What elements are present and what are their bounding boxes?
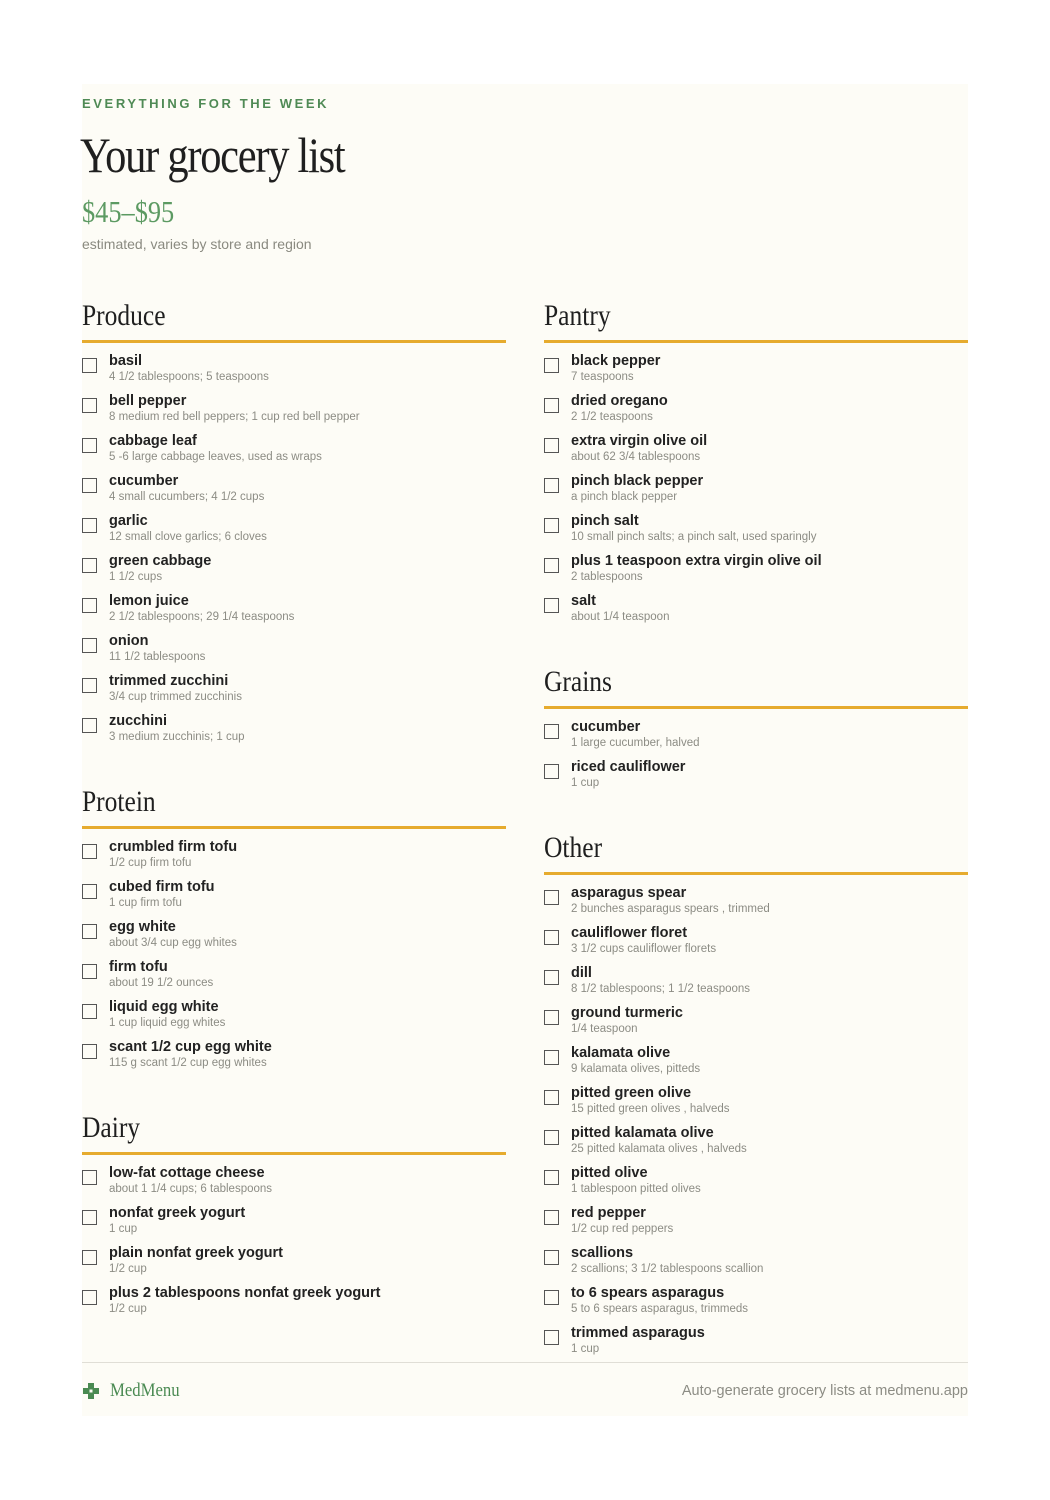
item-name: lemon juice xyxy=(109,593,189,609)
item-quantity: 7 teaspoons xyxy=(571,371,634,383)
section-other xyxy=(544,830,968,1365)
list-item xyxy=(544,353,968,393)
item-quantity: 1/2 cup red peppers xyxy=(571,1223,674,1235)
section-protein xyxy=(82,784,506,1079)
item-name: pinch black pepper xyxy=(571,473,704,489)
item-name: dill xyxy=(571,965,592,981)
list-item xyxy=(544,965,968,1005)
item-checkbox[interactable] xyxy=(544,1090,559,1105)
item-name: red pepper xyxy=(571,1205,646,1221)
item-name: dried oregano xyxy=(571,393,668,409)
item-quantity: 15 pitted green olives , halveds xyxy=(571,1103,730,1115)
list-item xyxy=(82,1205,506,1245)
list-item xyxy=(82,919,506,959)
section-divider xyxy=(544,706,968,709)
right-column xyxy=(544,298,968,1396)
list-item xyxy=(82,553,506,593)
list-item xyxy=(82,513,506,553)
item-name: asparagus spear xyxy=(571,885,687,901)
list-item xyxy=(544,1045,968,1085)
page-title: Your grocery list xyxy=(80,127,345,183)
item-quantity: 5 to 6 spears asparagus, trimmeds xyxy=(571,1303,749,1315)
list-item xyxy=(544,1085,968,1125)
list-item xyxy=(82,1245,506,1285)
item-checkbox[interactable] xyxy=(544,438,559,453)
item-name: crumbled firm tofu xyxy=(109,839,238,855)
list-item xyxy=(82,1285,506,1325)
brand-name: MedMenu xyxy=(110,1380,180,1401)
item-quantity: 1 tablespoon pitted olives xyxy=(571,1183,701,1195)
item-checkbox[interactable] xyxy=(544,930,559,945)
list-item xyxy=(544,1165,968,1205)
item-quantity: 8 1/2 tablespoons; 1 1/2 teaspoons xyxy=(571,983,751,995)
list-item xyxy=(82,433,506,473)
item-name: liquid egg white xyxy=(109,999,219,1015)
footer-divider xyxy=(82,1362,968,1363)
list-item xyxy=(544,433,968,473)
item-checkbox[interactable] xyxy=(544,398,559,413)
list-item xyxy=(82,473,506,513)
item-checkbox[interactable] xyxy=(544,1250,559,1265)
list-item xyxy=(82,713,506,753)
price-estimate: $45–$95 xyxy=(82,194,175,229)
list-item xyxy=(544,1125,968,1165)
item-quantity: 3 medium zucchinis; 1 cup xyxy=(109,731,245,743)
footer-link[interactable]: Auto-generate grocery lists at medmenu.app xyxy=(681,1383,968,1399)
item-quantity: 2 tablespoons xyxy=(571,571,643,583)
list-item xyxy=(544,759,968,799)
list-item xyxy=(82,959,506,999)
item-quantity: 2 scallions; 3 1/2 tablespoons scallion xyxy=(571,1263,764,1275)
item-quantity: 1 large cucumber, halved xyxy=(571,737,700,749)
list-item xyxy=(544,513,968,553)
section-heading: Dairy xyxy=(82,1111,141,1144)
item-name: pitted olive xyxy=(571,1165,648,1181)
item-name: to 6 spears asparagus xyxy=(571,1285,725,1301)
item-name: plain nonfat greek yogurt xyxy=(109,1245,284,1261)
item-quantity: 1/2 cup firm tofu xyxy=(109,857,192,869)
item-checkbox[interactable] xyxy=(544,598,559,613)
item-checkbox[interactable] xyxy=(82,844,97,859)
section-divider xyxy=(544,340,968,343)
item-quantity: 1/4 teaspoon xyxy=(571,1023,638,1035)
item-checkbox[interactable] xyxy=(544,1050,559,1065)
item-name: cucumber xyxy=(571,719,641,735)
item-name: ground turmeric xyxy=(571,1005,683,1021)
item-name: plus 1 teaspoon extra virgin olive oil xyxy=(571,553,822,569)
item-checkbox[interactable] xyxy=(82,518,97,533)
item-checkbox[interactable] xyxy=(544,1210,559,1225)
section-pantry xyxy=(544,298,968,633)
item-quantity: 115 g scant 1/2 cup egg whites xyxy=(109,1057,267,1069)
list-item xyxy=(82,879,506,919)
grocery-list-page xyxy=(82,84,968,1416)
list-item xyxy=(544,1245,968,1285)
item-quantity: 1 cup xyxy=(571,1343,600,1355)
item-quantity: 3/4 cup trimmed zucchinis xyxy=(109,691,242,703)
price-note: estimated, varies by store and region xyxy=(82,236,312,252)
item-name: basil xyxy=(109,353,143,369)
item-quantity: 1 1/2 cups xyxy=(109,571,163,583)
item-name: cauliflower floret xyxy=(571,925,688,941)
section-divider xyxy=(82,826,506,829)
section-divider xyxy=(82,1152,506,1155)
item-checkbox[interactable] xyxy=(544,1290,559,1305)
item-name: cubed firm tofu xyxy=(109,879,215,895)
list-item xyxy=(544,1285,968,1325)
section-divider xyxy=(544,872,968,875)
item-quantity: 4 1/2 tablespoons; 5 teaspoons xyxy=(109,371,269,383)
item-checkbox[interactable] xyxy=(544,724,559,739)
section-grains xyxy=(544,664,968,799)
item-checkbox[interactable] xyxy=(82,1044,97,1059)
item-name: kalamata olive xyxy=(571,1045,671,1061)
list-item xyxy=(544,473,968,513)
list-item xyxy=(82,1165,506,1205)
item-checkbox[interactable] xyxy=(82,598,97,613)
item-quantity: about 62 3/4 tablespoons xyxy=(571,451,701,463)
item-quantity: about 19 1/2 ounces xyxy=(109,977,214,989)
list-item xyxy=(82,393,506,433)
list-item xyxy=(82,593,506,633)
section-heading: Other xyxy=(544,831,603,864)
list-item xyxy=(544,393,968,433)
item-quantity: 1/2 cup xyxy=(109,1303,147,1315)
item-name: cabbage leaf xyxy=(109,433,197,449)
item-checkbox[interactable] xyxy=(82,638,97,653)
item-quantity: 10 small pinch salts; a pinch salt, used sparingly xyxy=(571,531,817,543)
section-heading: Protein xyxy=(82,785,156,818)
left-column xyxy=(82,298,506,1356)
item-checkbox[interactable] xyxy=(544,1010,559,1025)
item-checkbox[interactable] xyxy=(544,358,559,373)
item-quantity: 5 -6 large cabbage leaves, used as wraps xyxy=(109,451,322,463)
item-quantity: 1 cup firm tofu xyxy=(109,897,182,909)
item-name: nonfat greek yogurt xyxy=(109,1205,246,1221)
brand-logo xyxy=(82,1380,189,1402)
item-checkbox[interactable] xyxy=(544,1130,559,1145)
item-name: salt xyxy=(571,593,596,609)
item-name: pinch salt xyxy=(571,513,639,529)
list-item xyxy=(544,1205,968,1245)
item-checkbox[interactable] xyxy=(544,890,559,905)
item-checkbox[interactable] xyxy=(82,678,97,693)
item-quantity: 9 kalamata olives, pitteds xyxy=(571,1063,701,1075)
item-checkbox[interactable] xyxy=(544,764,559,779)
section-heading: Pantry xyxy=(544,299,611,332)
list-item xyxy=(544,593,968,633)
item-quantity: 2 1/2 teaspoons xyxy=(571,411,653,423)
item-checkbox[interactable] xyxy=(82,718,97,733)
item-name: cucumber xyxy=(109,473,179,489)
list-item xyxy=(82,353,506,393)
list-item xyxy=(544,1005,968,1045)
item-quantity: 1 cup xyxy=(571,777,600,789)
item-name: pitted kalamata olive xyxy=(571,1125,714,1141)
item-quantity: 2 1/2 tablespoons; 29 1/4 teaspoons xyxy=(109,611,295,623)
item-quantity: 1 cup liquid egg whites xyxy=(109,1017,226,1029)
item-name: trimmed asparagus xyxy=(571,1325,705,1341)
item-checkbox[interactable] xyxy=(82,1170,97,1185)
section-heading: Produce xyxy=(82,299,166,332)
item-checkbox[interactable] xyxy=(544,478,559,493)
item-name: firm tofu xyxy=(109,959,168,975)
medical-cross-icon xyxy=(82,1382,100,1400)
list-item xyxy=(544,925,968,965)
item-checkbox[interactable] xyxy=(82,398,97,413)
item-quantity: 11 1/2 tablespoons xyxy=(109,651,206,663)
item-checkbox[interactable] xyxy=(544,1170,559,1185)
item-name: onion xyxy=(109,633,149,649)
item-name: garlic xyxy=(109,513,148,529)
item-checkbox[interactable] xyxy=(544,1330,559,1345)
item-name: black pepper xyxy=(571,353,661,369)
section-heading: Grains xyxy=(544,665,612,698)
item-name: bell pepper xyxy=(109,393,187,409)
item-name: plus 2 tablespoons nonfat greek yogurt xyxy=(109,1285,381,1301)
section-divider xyxy=(82,340,506,343)
item-quantity: 25 pitted kalamata olives , halveds xyxy=(571,1143,747,1155)
item-checkbox[interactable] xyxy=(82,1004,97,1019)
item-checkbox[interactable] xyxy=(544,558,559,573)
item-checkbox[interactable] xyxy=(544,970,559,985)
list-item xyxy=(544,719,968,759)
list-item xyxy=(82,633,506,673)
item-quantity: 2 bunches asparagus spears , trimmed xyxy=(571,903,770,915)
list-item xyxy=(82,839,506,879)
list-item xyxy=(544,1325,968,1365)
item-quantity: 1 cup xyxy=(109,1223,138,1235)
item-checkbox[interactable] xyxy=(544,518,559,533)
item-name: egg white xyxy=(109,919,176,935)
item-checkbox[interactable] xyxy=(82,358,97,373)
item-quantity: 8 medium red bell peppers; 1 cup red bell pepper xyxy=(109,411,360,423)
item-quantity: about 1 1/4 cups; 6 tablespoons xyxy=(109,1183,273,1195)
item-quantity: 1/2 cup xyxy=(109,1263,147,1275)
section-dairy xyxy=(82,1110,506,1325)
list-item xyxy=(82,1039,506,1079)
eyebrow-label: EVERYTHING FOR THE WEEK xyxy=(82,96,330,111)
item-name: riced cauliflower xyxy=(571,759,686,775)
item-name: scant 1/2 cup egg white xyxy=(109,1039,272,1055)
item-quantity: 4 small cucumbers; 4 1/2 cups xyxy=(109,491,265,503)
item-checkbox[interactable] xyxy=(82,1290,97,1305)
section-produce xyxy=(82,298,506,753)
item-name: zucchini xyxy=(109,713,168,729)
item-name: green cabbage xyxy=(109,553,212,569)
list-item xyxy=(82,673,506,713)
item-checkbox[interactable] xyxy=(82,924,97,939)
item-checkbox[interactable] xyxy=(82,1210,97,1225)
item-name: pitted green olive xyxy=(571,1085,692,1101)
item-checkbox[interactable] xyxy=(82,438,97,453)
item-checkbox[interactable] xyxy=(82,884,97,899)
item-quantity: about 3/4 cup egg whites xyxy=(109,937,237,949)
list-item xyxy=(82,999,506,1039)
item-checkbox[interactable] xyxy=(82,558,97,573)
list-item xyxy=(544,553,968,593)
item-quantity: about 1/4 teaspoon xyxy=(571,611,670,623)
list-item xyxy=(544,885,968,925)
item-name: low-fat cottage cheese xyxy=(109,1165,265,1181)
item-checkbox[interactable] xyxy=(82,1250,97,1265)
item-name: scallions xyxy=(571,1245,634,1261)
item-name: trimmed zucchini xyxy=(109,673,229,689)
item-checkbox[interactable] xyxy=(82,478,97,493)
item-quantity: a pinch black pepper xyxy=(571,491,678,503)
item-quantity: 12 small clove garlics; 6 cloves xyxy=(109,531,267,543)
item-name: extra virgin olive oil xyxy=(571,433,708,449)
item-quantity: 3 1/2 cups cauliflower florets xyxy=(571,943,717,955)
item-checkbox[interactable] xyxy=(82,964,97,979)
